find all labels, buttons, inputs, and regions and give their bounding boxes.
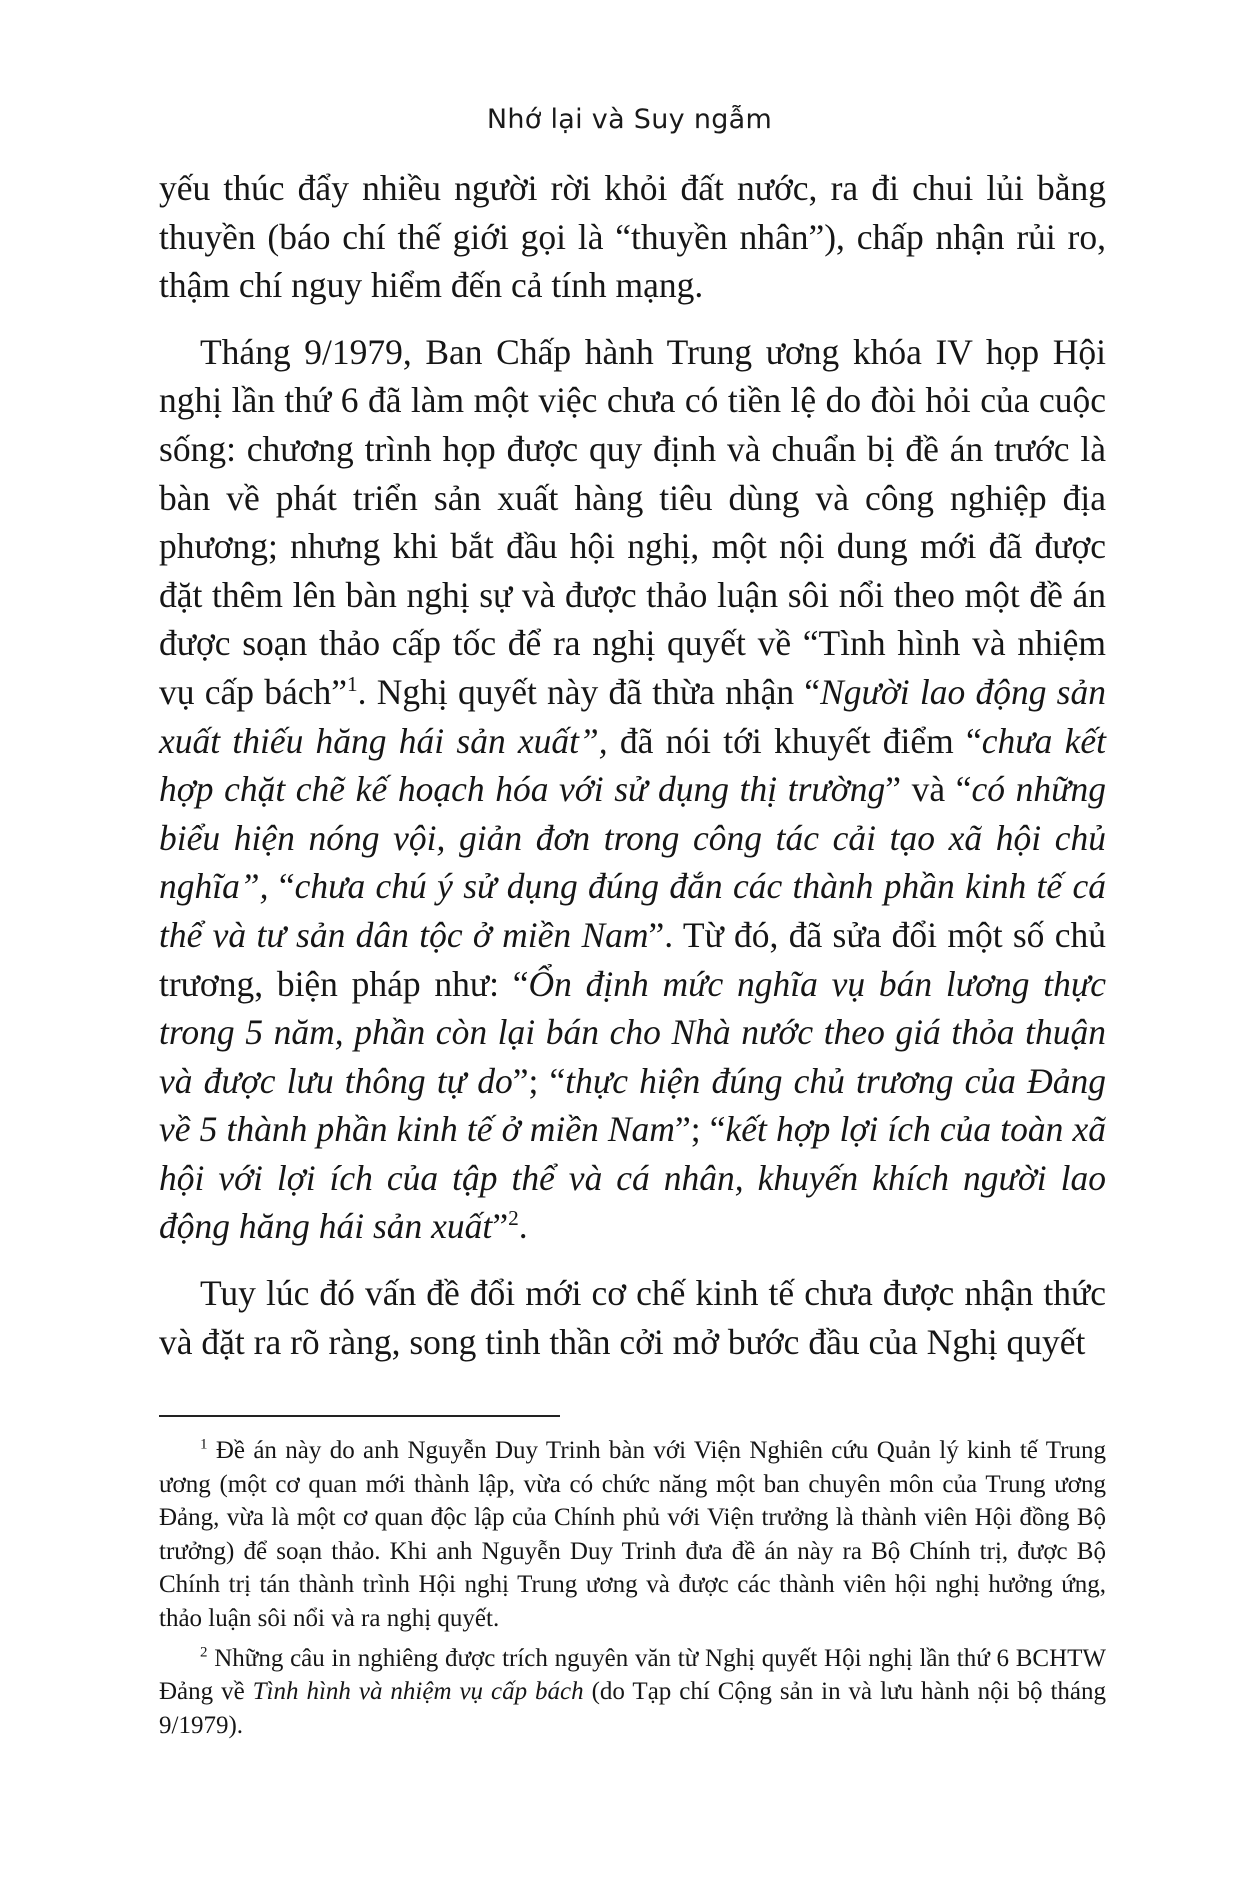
text-span: đã nói tới khuyết điểm “ <box>607 720 982 761</box>
footnote-ref-1: 1 <box>346 672 358 697</box>
footnotes <box>159 1434 1106 1742</box>
footnote-number: 1 <box>200 1436 208 1453</box>
quote-italic: Ổn định mức nghĩa vụ bán lương thực trong 5 năm, phần còn lại bán cho Nhà nước theo giá thỏa thuận và được lưu thông tự do <box>159 963 1106 1101</box>
quote-italic: Người lao động sản xuất thiếu hăng hái sản xuất”, <box>159 671 1106 761</box>
text-span: ” <box>492 1206 509 1247</box>
text-span: ”; “ <box>674 1109 726 1150</box>
footnote-text: (do Tạp chí Cộng sản in và lưu hành nội bộ tháng 9/1979). <box>159 1678 1106 1739</box>
quote-italic: chưa kết hợp chặt chẽ kế hoạch hóa với sử dụng thị trường <box>159 720 1107 810</box>
footnote-italic-title: Tình hình và nhiệm vụ cấp bách <box>252 1678 584 1706</box>
footnote-ref-2: 2 <box>508 1206 519 1231</box>
quote-italic: chưa chú ý sử dụng đúng đắn các thành phần kinh tế cá thể và tư sản dân tộc ở miền Nam <box>159 866 1106 955</box>
text-span: . <box>518 1206 528 1247</box>
text-span: “ <box>268 866 295 907</box>
quote-italic: kết hợp lợi ích của toàn xã hội với lợi ích của tập thể và cá nhân, khuyến khích người lao động hăng hái sản xuất <box>159 1109 1106 1247</box>
footnote-separator <box>159 1415 560 1417</box>
quote-italic: có những biểu hiện nóng vội, giản đơn trong công tác cải tạo xã hội chủ nghĩa”, <box>159 769 1106 907</box>
text-span: ”. Từ đó, đã sửa đổi một số chủ trương, biện pháp như: “ <box>159 914 1106 1004</box>
quote-italic: thực hiện đúng chủ trương của Đảng về 5 thành phần kinh tế ở miền Nam <box>159 1060 1106 1150</box>
text-span: ” và “ <box>885 769 972 810</box>
running-header: Nhớ lại và Suy ngẫm <box>486 104 773 135</box>
text-span: Tháng 9/1979, Ban Chấp hành Trung ương khóa IV họp Hội nghị lần thứ 6 đã làm một việc chưa có tiền lệ do đòi hỏi của cuộc sống: chương trình họp được quy định và chuẩn bị đề án trước là bàn về phát triển sản xuất hàng tiêu dùng và công nghiệp địa phương; nhưng khi bắt đầu hội nghị, một nội dung mới đã được đặt thêm lên bàn nghị sự và được thảo luận sôi nổi theo một đề án được soạn thảo cấp tốc để ra nghị quyết về “Tình hình và nhiệm vụ cấp bách” <box>159 331 1106 712</box>
paragraph-resolution <box>159 328 1106 1251</box>
text-span: ”; “ <box>512 1060 566 1101</box>
body-text <box>159 164 1106 1366</box>
footnote-text: Đề án này do anh Nguyễn Duy Trinh bàn với Viện Nghiên cứu Quản lý kinh tế Trung ương (một cơ quan mới thành lập, vừa có chức năng một ban chuyên môn của Trung ương Đảng, vừa là một cơ quan độc lập của Chính phủ với Viện trưởng là thành viên Hội đồng Bộ trưởng) để soạn thảo. Khi anh Nguyễn Duy Trinh đưa đề án này ra Bộ Chính trị, được Bộ Chính trị tán thành trình Hội nghị Trung ương và được các thành viên hội nghị hưởng ứng, thảo luận sôi nổi và ra nghị quyết. <box>159 1437 1106 1632</box>
footnote-text: Những câu in nghiêng được trích nguyên văn từ Nghị quyết Hội nghị lần thứ 6 BCHTW Đảng về <box>159 1644 1106 1706</box>
paragraph-continuation: yếu thúc đẩy nhiều người rời khỏi đất nước, ra đi chui lủi bằng thuyền (báo chí thế giới gọi là “thuyền nhân”), chấp nhận rủi ro, thậm chí nguy hiểm đến cả tính mạng. <box>159 168 1106 306</box>
text-span: . Nghị quyết này đã thừa nhận “ <box>357 671 821 712</box>
footnote-2 <box>159 1642 1106 1743</box>
footnote-number: 2 <box>200 1644 208 1661</box>
footnote-1 <box>159 1434 1106 1636</box>
paragraph-closing: Tuy lúc đó vấn đề đổi mới cơ chế kinh tế chưa được nhận thức và đặt ra rõ ràng, song tinh thần cởi mở bước đầu của Nghị quyết <box>159 1273 1106 1362</box>
